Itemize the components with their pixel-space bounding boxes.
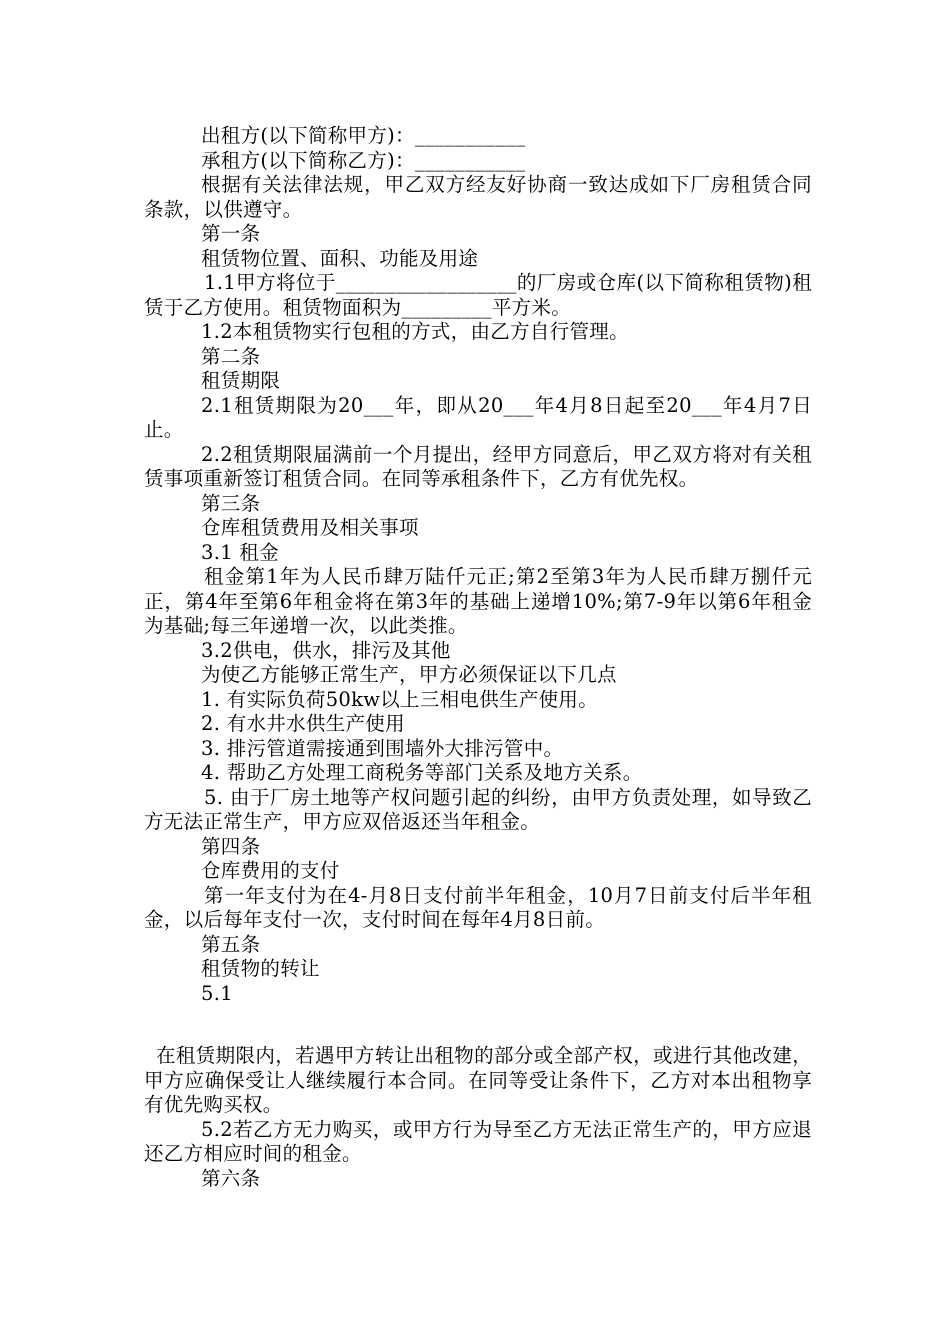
list-item-1: 1. 有实际负荷50kw以上三相电供生产使用。 — [201, 687, 599, 711]
article-3-heading: 第三条 — [201, 491, 261, 515]
blank-spacer — [144, 1006, 812, 1044]
article-2-heading: 第二条 — [201, 344, 261, 368]
article-1-title: 租赁物位置、面积、功能及用途 — [201, 246, 479, 270]
payment-terms: 第一年支付为在4-月8日支付前半年租金，10月7日前支付后半年租金，以后每年支付一次，支付时间在每年4月8日前。 — [144, 883, 812, 931]
lessor-line: 出租方(以下简称甲方)：___________ — [201, 124, 526, 147]
list-item-2: 2. 有水井水供生产使用 — [201, 712, 405, 735]
article-1-heading: 第一条 — [201, 222, 261, 245]
clause-1-2: 1.2本租赁物实行包租的方式，由乙方自行管理。 — [201, 320, 629, 343]
article-5-heading: 第五条 — [201, 932, 261, 956]
clause-3-1-body: 租金第1年为人民币肆万陆仟元正;第2至第3年为人民币肆万捌仟元正，第4年至第6年租金将在第3年的基础上递增10%;第7-9年以第6年租金为基础;每三年递增一次，以此类推。 — [144, 565, 812, 637]
list-item-3: 3. 排污管道需接通到围墙外大排污管中。 — [201, 736, 564, 760]
article-6-heading: 第六条 — [201, 1166, 261, 1190]
article-5-title: 租赁物的转让 — [201, 957, 320, 980]
clause-5-2: 5.2若乙方无力购买，或甲方行为导至乙方无法正常生产的，甲方应退还乙方相应时间的租金。 — [144, 1117, 812, 1165]
contract-body — [144, 124, 812, 1191]
clause-5-1-body: 在租赁期限内，若遇甲方转让出租物的部分或全部产权，或进行其他改建，甲方应确保受让人继续履行本合同。在同等受让条件下，乙方对本出租物享有优先购买权。 — [144, 1044, 812, 1116]
preamble-paragraph: 根据有关法律法规，甲乙双方经友好协商一致达成如下厂房租赁合同条款，以供遵守。 — [144, 173, 812, 221]
article-4-heading: 第四条 — [201, 834, 261, 858]
clause-2-1: 2.1租赁期限为20___年，即从20___年4月8日起至20___年4月7日止。 — [144, 393, 812, 441]
list-item-4: 4. 帮助乙方处理工商税务等部门关系及地方关系。 — [201, 761, 643, 784]
article-2-title: 租赁期限 — [201, 369, 281, 392]
list-item-5: 5. 由于厂房土地等产权问题引起的纠纷，由甲方负责处理，如导致乙方无法正常生产，甲方应双倍返还当年租金。 — [144, 785, 812, 833]
clause-5-1-heading: 5.1 — [201, 981, 233, 1005]
article-3-title: 仓库租赁费用及相关事项 — [201, 516, 419, 539]
lessee-line: 承租方(以下简称乙方)：___________ — [201, 148, 526, 172]
article-4-title: 仓库费用的支付 — [201, 859, 340, 882]
clause-1-1: 1.1甲方将位于__________________的厂房或仓库(以下简称租赁物)租赁于乙方使用。租赁物面积为_________平方米。 — [144, 271, 812, 319]
clause-3-2-intro: 为使乙方能够正常生产，甲方必须保证以下几点 — [201, 663, 617, 686]
clause-3-1-heading: 3.1 租金 — [201, 540, 280, 564]
clause-3-2-heading: 3.2供电，供水，排污及其他 — [201, 638, 451, 662]
clause-2-2: 2.2租赁期限届满前一个月提出，经甲方同意后，甲乙双方将对有关租赁事项重新签订租赁合同。在同等承租条件下，乙方有优先权。 — [144, 442, 812, 490]
